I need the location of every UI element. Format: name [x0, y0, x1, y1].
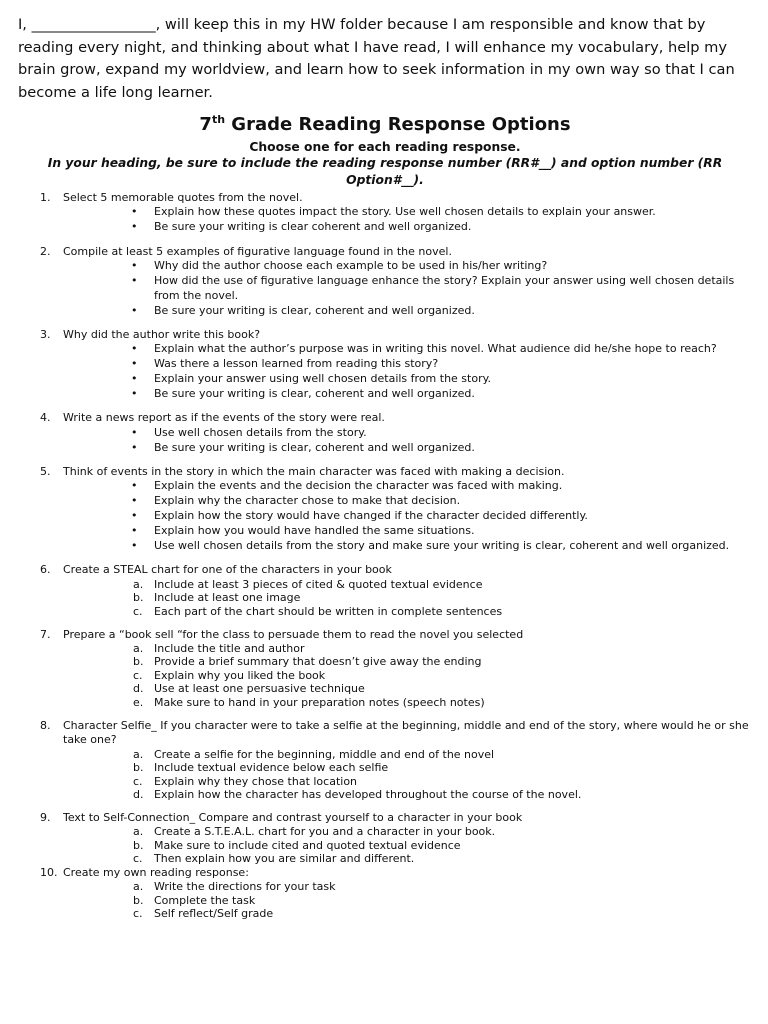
item-text: Explain why you liked the book [154, 668, 326, 682]
lettered-item [133, 696, 752, 710]
lettered-sublist [63, 642, 752, 710]
bullet-item: • Use well chosen details from the story. [131, 426, 752, 441]
bullet-item: • Explain what the author’s purpose was in writing this novel. What audience did he/she hope to reach? [131, 342, 752, 357]
option-text: Create my own reading response: [63, 865, 249, 879]
item-letter: c. [133, 774, 143, 788]
bullet-item: • Be sure your writing is clear, coherent and well organized. [131, 304, 752, 319]
option-item-9 [18, 811, 752, 866]
option-item-3 [18, 328, 752, 402]
bullet-sublist [63, 479, 752, 554]
item-text: Explain how the character has developed throughout the course of the novel. [154, 788, 582, 802]
item-text: Include the title and author [154, 641, 305, 655]
item-text: Create a S.T.E.A.L. chart for you and a character in your book. [154, 825, 496, 839]
option-text: Character Selfie_ If you character were to take a selfie at the beginning, middle and end of the story, where would he or she take one? [63, 718, 749, 747]
lettered-item [133, 591, 752, 605]
bullet-item: • How did the use of figurative language enhance the story? Explain your answer using well chosen details from the novel. [131, 274, 752, 304]
item-text: Explain why they chose that location [154, 774, 358, 788]
option-number: 9. [40, 811, 51, 825]
bullet-sublist [63, 342, 752, 402]
bullet-item: • Why did the author choose each example to be used in his/her writing? [131, 259, 752, 274]
lettered-item [133, 880, 752, 894]
item-text: Complete the task [154, 893, 256, 907]
lettered-item [133, 907, 752, 921]
lettered-item [133, 655, 752, 669]
option-number: 2. [40, 244, 51, 258]
bullet-item: • Explain how these quotes impact the story. Use well chosen details to explain your answer. [131, 205, 752, 220]
lettered-item [133, 852, 752, 866]
item-text: Write the directions for your task [154, 880, 336, 894]
lettered-item [133, 642, 752, 656]
option-text: Write a news report as if the events of the story were real. [63, 411, 385, 425]
option-item-5 [18, 465, 752, 554]
option-number: 10. [40, 865, 58, 879]
item-letter: a. [133, 747, 144, 761]
item-letter: d. [133, 788, 144, 802]
bullet-item: • Use well chosen details from the story and make sure your writing is clear, coherent and well organized. [131, 539, 752, 554]
item-text: Use at least one persuasive technique [154, 682, 365, 696]
pledge-paragraph: I, _________________, will keep this in my HW folder because I am responsible and know that by reading every night, and thinking about what I have read, I will enhance my vocabulary, help my brain grow, expand my worldview, and learn how to seek information in my own way so that I can become a life long learner. [18, 16, 735, 101]
item-text: Each part of the chart should be written in complete sentences [154, 604, 503, 618]
item-letter: a. [133, 641, 144, 655]
options-list [18, 191, 752, 921]
item-text: Provide a brief summary that doesn’t give away the ending [154, 655, 482, 669]
bullet-item: • Explain how the story would have changed if the character decided differently. [131, 509, 752, 524]
option-number: 6. [40, 563, 51, 577]
item-letter: b. [133, 838, 144, 852]
lettered-item [133, 578, 752, 592]
option-item-6 [18, 563, 752, 618]
item-letter: c. [133, 668, 143, 682]
bullet-sublist [63, 426, 752, 456]
item-text: Include textual evidence below each selfie [154, 761, 389, 775]
option-text: Compile at least 5 examples of figurative language found in the novel. [63, 244, 452, 258]
item-letter: c. [133, 604, 143, 618]
lettered-sublist [63, 748, 752, 802]
lettered-item [133, 825, 752, 839]
option-number: 4. [40, 411, 51, 425]
lettered-item [133, 682, 752, 696]
bullet-item: • Explain your answer using well chosen details from the story. [131, 372, 752, 387]
option-item-4 [18, 411, 752, 455]
option-item-2 [18, 245, 752, 319]
item-letter: c. [133, 907, 143, 921]
option-text: Text to Self-Connection_ Compare and contrast yourself to a character in your book [63, 811, 523, 825]
item-letter: c. [133, 852, 143, 866]
option-number: 5. [40, 465, 51, 479]
item-text: Make sure to hand in your preparation notes (speech notes) [154, 695, 485, 709]
lettered-item [133, 775, 752, 789]
item-letter: b. [133, 591, 144, 605]
item-letter: a. [133, 577, 144, 591]
bullet-item: • Be sure your writing is clear, coherent and well organized. [131, 387, 752, 402]
item-letter: a. [133, 880, 144, 894]
bullet-item: • Was there a lesson learned from reading this story? [131, 357, 752, 372]
bullet-item: • Explain the events and the decision the character was faced with making. [131, 479, 752, 494]
item-letter: b. [133, 893, 144, 907]
title-grade-number: 7 [199, 114, 212, 135]
bullet-sublist [63, 259, 752, 319]
item-text: Include at least 3 pieces of cited & quoted textual evidence [154, 577, 483, 591]
option-item-7 [18, 628, 752, 710]
item-letter: d. [133, 682, 144, 696]
item-text: Self reflect/Self grade [154, 907, 274, 921]
bullet-sublist [63, 205, 752, 235]
heading-instruction: In your heading, be sure to include the reading response number (RR#__) and option number (RR Option#__). [47, 156, 723, 187]
item-letter: a. [133, 825, 144, 839]
option-text: Create a STEAL chart for one of the characters in your book [63, 563, 392, 577]
item-letter: e. [133, 695, 144, 709]
option-text: Prepare a “book sell “for the class to persuade them to read the novel you selected [63, 627, 524, 641]
option-text: Think of events in the story in which the main character was faced with making a decision. [63, 465, 565, 479]
lettered-item [133, 761, 752, 775]
title-rest: Grade Reading Response Options [225, 114, 571, 135]
item-text: Include at least one image [154, 591, 301, 605]
bullet-item: • Explain why the character chose to make that decision. [131, 494, 752, 509]
item-letter: b. [133, 655, 144, 669]
lettered-item [133, 605, 752, 619]
option-item-8 [18, 719, 752, 802]
bullet-item: • Be sure your writing is clear coherent and well organized. [131, 220, 752, 235]
option-number: 7. [40, 627, 51, 641]
item-text: Create a selfie for the beginning, middle and end of the novel [154, 747, 495, 761]
lettered-sublist [63, 578, 752, 619]
item-text: Then explain how you are similar and different. [154, 852, 415, 866]
option-item-10 [18, 866, 752, 921]
title-grade-suffix: th [211, 113, 226, 126]
option-text: Select 5 memorable quotes from the novel. [63, 191, 303, 204]
page-title [18, 108, 752, 137]
lettered-sublist [63, 880, 752, 921]
item-text: Make sure to include cited and quoted textual evidence [154, 838, 461, 852]
option-text: Why did the author write this book? [63, 328, 261, 342]
lettered-sublist [63, 825, 752, 866]
bullet-item: • Explain how you would have handled the same situations. [131, 524, 752, 539]
option-number: 8. [40, 718, 51, 732]
lettered-item [133, 788, 752, 802]
option-number: 3. [40, 328, 51, 342]
option-item-1 [18, 191, 752, 235]
lettered-item [133, 894, 752, 908]
lettered-item [133, 839, 752, 853]
option-number: 1. [40, 191, 51, 204]
lettered-item [133, 669, 752, 683]
bullet-item: • Be sure your writing is clear, coherent and well organized. [131, 441, 752, 456]
subtitle: Choose one for each reading response. [249, 140, 521, 154]
lettered-item [133, 748, 752, 762]
item-letter: b. [133, 761, 144, 775]
